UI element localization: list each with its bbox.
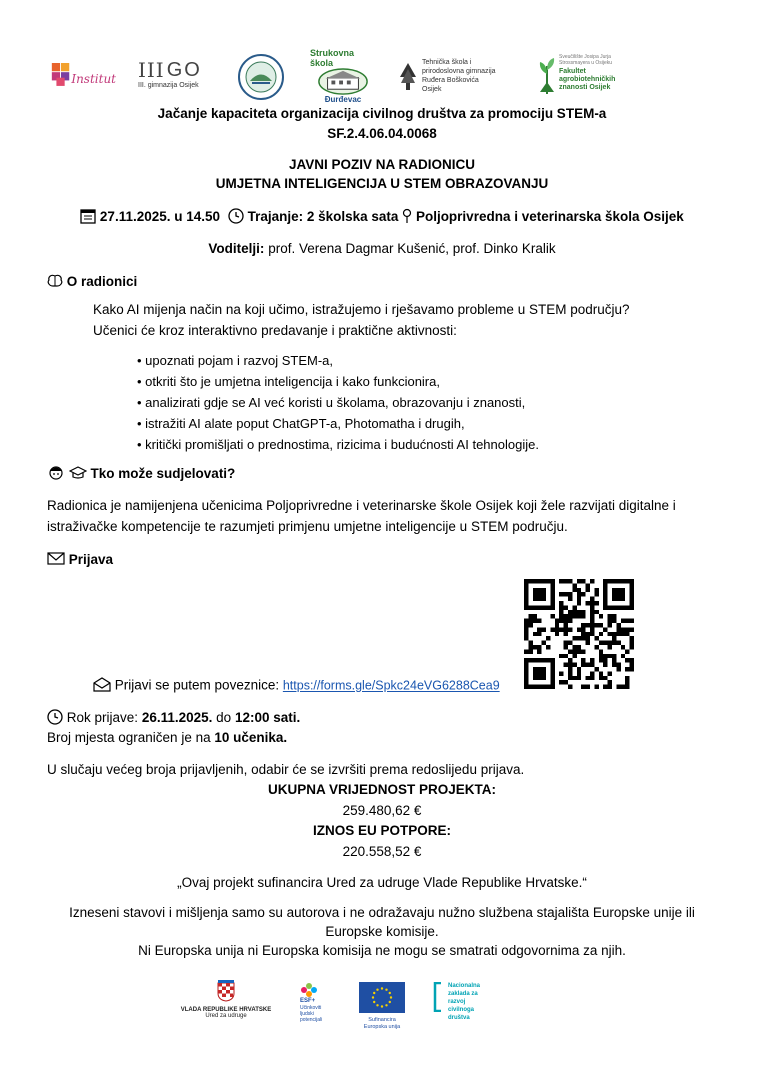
list-item: • otkriti što je umjetna inteligencija i kako funkcionira, — [137, 371, 539, 392]
about-paragraph-2: Učenici će kroz interaktivno predavanje i praktične aktivnosti: — [93, 323, 457, 338]
apply-via: Prijavi se putem poveznice: — [114, 677, 280, 693]
brain-icon — [47, 274, 63, 291]
fazos-line-3: znanosti Osijek — [559, 84, 611, 91]
logo-round-school — [238, 54, 284, 100]
logo-tehnicka — [398, 58, 506, 94]
total-label: UKUPNA VRIJEDNOST PROJEKTA: — [267, 782, 497, 797]
zaklada-line-3: razvoj — [448, 999, 466, 1005]
who-heading-row — [47, 465, 235, 484]
plant-icon — [538, 54, 556, 94]
deadline-row — [47, 709, 300, 728]
disclaimer-3: Ni Europska unija ni Europska komisija ne mogu se smatrati odgovornima za njih. — [138, 943, 626, 958]
eu-value: 220.558,52 € — [342, 844, 422, 859]
zaklada-bracket-icon — [432, 982, 444, 1012]
disclaimer-1: Izneseni stavovi i mišljenja samo su autorova i ne odražavaju nužno službena stajališta Europske unije ili — [69, 905, 695, 920]
eu-star — [385, 1004, 387, 1006]
tehnicka-line-4: Osijek — [422, 86, 442, 93]
list-item: • analizirati gdje se AI već koristi u školama, obrazovanju i znanosti, — [137, 392, 539, 413]
event-date: 27.11.2025. u 14.50 — [99, 209, 221, 225]
esf-line-2: Učinkoviti — [300, 1005, 322, 1011]
eu-star — [373, 992, 375, 994]
logo-durdevac — [310, 48, 376, 104]
who-heading: Tko može sudjelovati? — [90, 466, 236, 482]
leaders-label: Voditelji: — [208, 241, 265, 256]
list-item: • istražiti AI alate poput ChatGPT-a, Photomatha i drugih, — [137, 413, 539, 434]
fazos-line-2: agrobiotehničkih — [559, 76, 616, 83]
who-text-1: Radionica je namijenjena učenicima Poljoprivredne i veterinarske škole Osijek koji žele razvijati digitalne i — [47, 498, 676, 513]
qr-code[interactable] — [524, 579, 634, 689]
eu-star — [372, 996, 374, 998]
map-pin-icon — [402, 208, 412, 227]
fazos-top-1: Sveučilište Josipa Jurja — [559, 54, 611, 60]
event-location: Poljoprivredna i veterinarska škola Osijek — [415, 209, 684, 225]
envelope-icon — [47, 552, 65, 568]
gim-go: GO — [166, 58, 202, 81]
vlada-line-2: Ured za udruge — [205, 1013, 247, 1019]
logo-vlada — [176, 980, 276, 1028]
selection-text: U slučaju većeg broja prijavljenih, odabir će se izvršiti prema redoslijedu prijava. — [47, 762, 525, 777]
list-item: • kritički promišljati o prednostima, rizicima i budućnosti AI tehnologije. — [137, 434, 539, 455]
eu-label: IZNOS EU POTPORE: — [312, 823, 451, 838]
eu-star — [373, 1001, 375, 1003]
total-value: 259.480,62 € — [342, 803, 422, 818]
about-heading-row — [47, 274, 137, 291]
limit-value: 10 učenika. — [214, 730, 288, 745]
funding-quote: „Ovaj projekt sufinancira Ured za udruge Vlade Republike Hrvatske.“ — [177, 875, 587, 890]
leaders-line — [0, 241, 764, 256]
apply-heading: Prijava — [68, 552, 114, 567]
about-list — [137, 350, 539, 455]
eu-star — [385, 989, 387, 991]
eu-star — [376, 989, 378, 991]
eu-line-1: Sufinancira — [368, 1017, 396, 1023]
info-line — [0, 208, 764, 227]
fazos-top-2: Strossmayera u Osijeku — [559, 60, 613, 66]
call-heading: JAVNI POZIV NA RADIONICU — [288, 157, 475, 172]
tehnicka-line-1: Tehnička škola i — [422, 59, 472, 66]
gim-roman: III — [138, 58, 165, 82]
eu-star — [376, 1004, 378, 1006]
eu-star — [390, 996, 392, 998]
logo-gimnazija — [138, 58, 212, 94]
durdevac-top: Strukovna škola — [310, 48, 355, 68]
zaklada-line-4: civilnoga — [448, 1007, 475, 1013]
eu-flag-icon — [359, 982, 405, 1013]
limit-text: Broj mjesta ograničen je na — [47, 730, 211, 745]
esf-line-1: ESF+ — [300, 998, 316, 1004]
workshop-title: UMJETNA INTELIGENCIJA U STEM OBRAZOVANJU — [215, 176, 549, 191]
registration-link[interactable]: https://forms.gle/Spkc24eVG6288Cea9 — [282, 678, 500, 693]
gim-name: III. gimnazija Osijek — [138, 82, 199, 89]
deadline-label: Rok prijave: — [66, 710, 139, 726]
who-text-2: istraživačke kompetencije te razumjeti primjenu umjetne inteligencije u STEM području. — [47, 519, 568, 534]
graduation-cap-icon — [69, 466, 87, 483]
zaklada-line-2: zaklada za — [448, 991, 478, 997]
zaklada-line-1: Nacionalna — [448, 983, 481, 989]
disclaimer-2: Europske komisije. — [325, 924, 439, 939]
apply-heading-row — [47, 552, 113, 568]
eu-star — [381, 1005, 383, 1007]
logo-nacionalna-zaklada — [432, 982, 504, 1030]
croatian-coat-of-arms-icon — [217, 980, 235, 1002]
logo-esf — [300, 982, 344, 1030]
list-item: • upoznati pojam i razvoj STEM-a, — [137, 350, 539, 371]
deadline-time: 12:00 sati. — [234, 710, 301, 726]
institut-label: Institut — [71, 72, 116, 86]
school-building-icon — [317, 68, 369, 95]
logo-institut — [50, 60, 116, 88]
student-icon — [47, 465, 65, 484]
apply-link-row — [93, 677, 500, 695]
leaders-names: prof. Verena Dagmar Kušenić, prof. Dinko Kralik — [268, 241, 556, 256]
deadline-date: 26.11.2025. — [141, 710, 213, 726]
project-title: Jačanje kapaciteta organizacija civilnog društva za promociju STEM-a — [157, 106, 607, 121]
logo-eu — [358, 982, 406, 1032]
tehnicka-line-3: Ruđera Boškovića — [422, 77, 479, 84]
tree-icon — [398, 61, 418, 91]
esf-flower-icon — [300, 982, 318, 998]
round-seal-icon — [238, 54, 284, 100]
eu-star — [389, 1001, 391, 1003]
fazos-line-1: Fakultet — [559, 68, 586, 75]
durdevac-bottom: Đurđevac — [324, 95, 362, 104]
about-heading: O radionici — [66, 274, 138, 290]
tehnicka-line-2: prirodoslovna gimnazija — [422, 68, 496, 75]
eu-star — [389, 992, 391, 994]
vlada-line-1: VLADA REPUBLIKE HRVATSKE — [180, 1007, 272, 1013]
esf-line-3: ljudski — [300, 1011, 314, 1017]
clock-icon — [47, 709, 63, 728]
project-code: SF.2.4.06.04.0068 — [327, 126, 437, 141]
esf-line-4: potencijali — [300, 1017, 323, 1023]
limit-row — [47, 730, 287, 745]
about-paragraph-1: Kako AI mijenja način na koji učimo, istražujemo i rješavamo probleme u STEM području? — [93, 302, 630, 317]
zaklada-line-5: društva — [448, 1015, 470, 1021]
eu-line-2: Europska unija — [363, 1024, 401, 1030]
open-envelope-icon — [93, 677, 111, 695]
deadline-mid: do — [216, 710, 232, 726]
event-duration: Trajanje: 2 školska sata — [247, 209, 399, 225]
calendar-icon — [80, 208, 96, 227]
clock-icon — [228, 208, 244, 227]
eu-star — [381, 987, 383, 989]
logo-fazos — [538, 54, 630, 100]
